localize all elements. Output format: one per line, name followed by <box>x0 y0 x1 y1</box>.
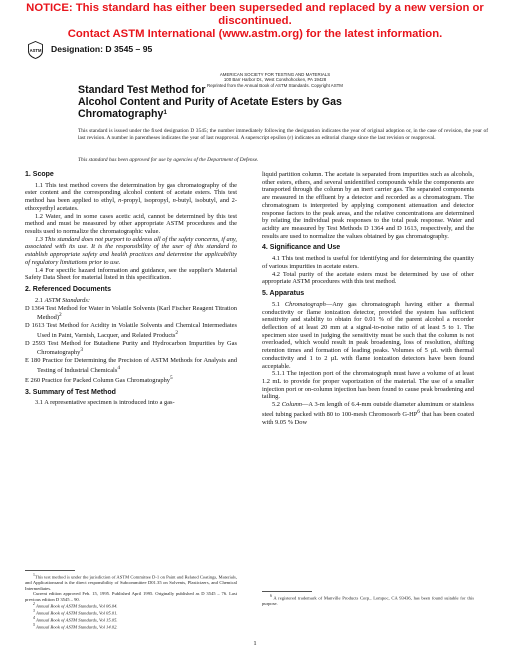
footnote-2: $^2$ Annual Book of ASTM Standards, Vol 06.04. <box>33 602 118 609</box>
title-line-1: Standard Test Method for <box>78 84 206 96</box>
paragraph-5-2: 5.2 Column—A 3-m length of 6.4-mm outside diameter aluminum or stainless steel tubing packed with 80 to 100-mesh Chromosorb $G-HP^6$ that has been coated with 9.05 % Dow <box>262 401 474 426</box>
footnote-1: $^1$This test method is under the jurisdiction of ASTM Committee D-1 on Paint and Related Coatings, Materials, and Applicationsand is the direct responsibility of Subcommittee D01.35 on Solvents, Plasticizers, and Chemical Intermediates. <box>25 573 237 591</box>
paragraph-4-2: 4.2 Total purity of the acetate esters must be determined by use of other appropriate ASTM procedures with this test method. <box>262 270 474 286</box>
footnotes-left <box>25 570 237 630</box>
notice-line-2: Contact ASTM International (www.astm.org) for the latest information. <box>67 28 443 40</box>
reference-d1613: D 1613 Test Method for Acidity in Volatile Solvents and Chemical Intermediates Used in Paint, Varnish, Lacquer, and Related Products$^2$ <box>25 322 237 339</box>
paragraph-3-1-continued: liquid partition column. The acetate is separated from impurities such as alcohols, other esters, ethers, and several unidentified compounds while the components are transported through the column by an inert carrier gas. The separated components are measured in the effluent by a detector and recorded as a chromatogram. The chromatogram is interpreted by applying component attenuation and detector response factors to the peak areas, and the relative concentrations are determined by relating the individual peak responses to the total peak response. Water and acidity are measured by Test Methods D 1364 and D 1613, respectively, and the results are used to normalize the values obtained by gas chromatography. <box>262 171 474 240</box>
reference-d2593: D 2593 Test Method for Butadiene Purity and Hydrocarbon Impurities by Gas Chromatography$^3$ <box>25 339 237 357</box>
footnote-3: $^3$ Annual Book of ASTM Standards, Vol 05.01. <box>33 609 118 616</box>
section-heading-scope: 1. Scope <box>25 171 54 178</box>
section-heading-referenced-documents: 2. Referenced Documents <box>25 286 111 294</box>
society-name: AMERICAN SOCIETY FOR TESTING AND MATERIALS <box>219 72 331 77</box>
paragraph-5-1-1: 5.1.1 The injection port of the chromatograph must have a volume of at least 1.2 mL to provide for proper vaporization of the material. The use of a smaller injection port or on-column injection has been found to cause peak broadening and tailing. <box>262 370 474 401</box>
astm-logo-icon <box>28 41 43 59</box>
footnote-5: $^5$ Annual Book of ASTM Standards, Vol 14.02. <box>33 623 118 630</box>
reprint-line: Reprinted from the Annual Book of ASTM Standards. Copyright ASTM <box>207 82 343 88</box>
logo-text: ASTM <box>29 48 42 53</box>
reference-e260: E 260 Practice for Packed Column Gas Chromatography$^5$ <box>25 374 173 384</box>
section-heading-significance: 4. Significance and Use <box>262 244 341 252</box>
paragraph-5-1: 5.1 Chromatograph—Any gas chromatograph having either a thermal conductivity or flame ionization detector, provided the system has sufficient sensitivity and stability to obtain for 0.01 % of the parent alcohol a recorder deflection of at least 20 mm at a signal-to-noise ratio of at least 5 to 1. The specimen size used in judging the sensitivity must be such that the column is not overloaded, which would result in peak broadening, loss of resolution, shifting retention times and formation of leading peaks. Volumes of 5 µL with thermal conductivity and 1 to 2 µL with flame ionization detectors have been found acceptable. <box>262 300 474 370</box>
paragraph-1-3: 1.3 This standard does not purport to address all of the safety concerns, if any, associated with its use. It is the responsibility of the user of this standard to establish appropriate safety and health practices and determine the applicability of regulatory limitations prior to use. <box>25 235 237 266</box>
issuance-note: This standard is issued under the fixed designation D 3545; the number immediately following the designation indicates the year of original adoption or, in the case of revision, the year of last revision. A number in parentheses indicates the year of last reapproval. A superscript epsilon (ε) indicates an editorial change since the last revision or reapproval. <box>78 128 488 141</box>
title-line-2: Alcohol Content and Purity of Acetate Esters by Gas <box>78 96 342 109</box>
footnotes-right <box>262 591 474 607</box>
section-heading-apparatus: 5. Apparatus <box>262 290 305 298</box>
footnote-1-edition: Current edition approved Feb. 15, 1995. Published April 1995. Originally published as D 3545 – 76. Last previous edition D 3545 – 90. <box>25 591 237 602</box>
notice-line-1: NOTICE: This standard has either been superseded and replaced by a new version or discontinued. <box>26 2 484 27</box>
left-column <box>25 171 237 407</box>
society-address: 100 Barr Harbor Dr., West Conshohocken, PA 19428 <box>223 77 327 83</box>
footnote-4: $^4$ Annual Book of ASTM Standards, Vol 15.05. <box>33 616 118 623</box>
footnote-divider-right <box>262 591 312 592</box>
paragraph-1-2: 1.2 Water, and in some cases acetic acid, cannot be determined by this test method and must be measured by other appropriate ASTM procedures and the results used to normalize the chromatographic value. <box>25 212 237 236</box>
page-number: 1 <box>253 640 257 647</box>
paragraph-2-1: 2.1 ASTM Standards: <box>35 296 90 304</box>
footnote-divider <box>25 570 75 571</box>
reference-e180: E 180 Practice for Determining the Precision of ASTM Methods for Analysis and Testing of Industrial Chemicals$^4$ <box>25 357 237 375</box>
paragraph-1-4: 1.4 For specific hazard information and guidance, see the supplier's Material Safety Data Sheet for material listed in this specification. <box>25 266 237 282</box>
right-column <box>262 171 474 426</box>
title-footnote-ref: 1 <box>163 109 167 117</box>
footnote-6: $^6$ A registered trademark of Manville Products Corp., Lompoc, CA 93436, has been found suitable for this purpose. <box>262 594 474 607</box>
title-line-3: Chromatography$^1$ <box>78 108 167 121</box>
designation: Designation: D 3545 – 95 <box>51 44 153 54</box>
paragraph-4-1: 4.1 This test method is useful for identifying and for determining the quantity of various impurities in acetate esters. <box>262 255 474 270</box>
paragraph-1-1: 1.1 This test method covers the determination by gas chromatography of the ester content and the corresponding alcohol content of acetate esters. This test method has been applied to ethyl, n-propyl, isopropyl, n-butyl, isobutyl, and 2-ethoxyethyl acetates. <box>25 181 237 212</box>
reference-d1364: D 1364 Test Method for Water in Volatile Solvents (Karl Fischer Reagent Titration Method)$^2$ <box>25 304 237 322</box>
dod-approval-note: This standard has been approved for use by agencies of the Department of Defense. <box>78 157 259 163</box>
paragraph-3-1-start: 3.1 A representative specimen is introduced into a gas- <box>35 399 175 407</box>
page-title <box>78 84 478 121</box>
section-heading-summary: 3. Summary of Test Method <box>25 388 116 396</box>
supersede-notice <box>0 2 510 41</box>
